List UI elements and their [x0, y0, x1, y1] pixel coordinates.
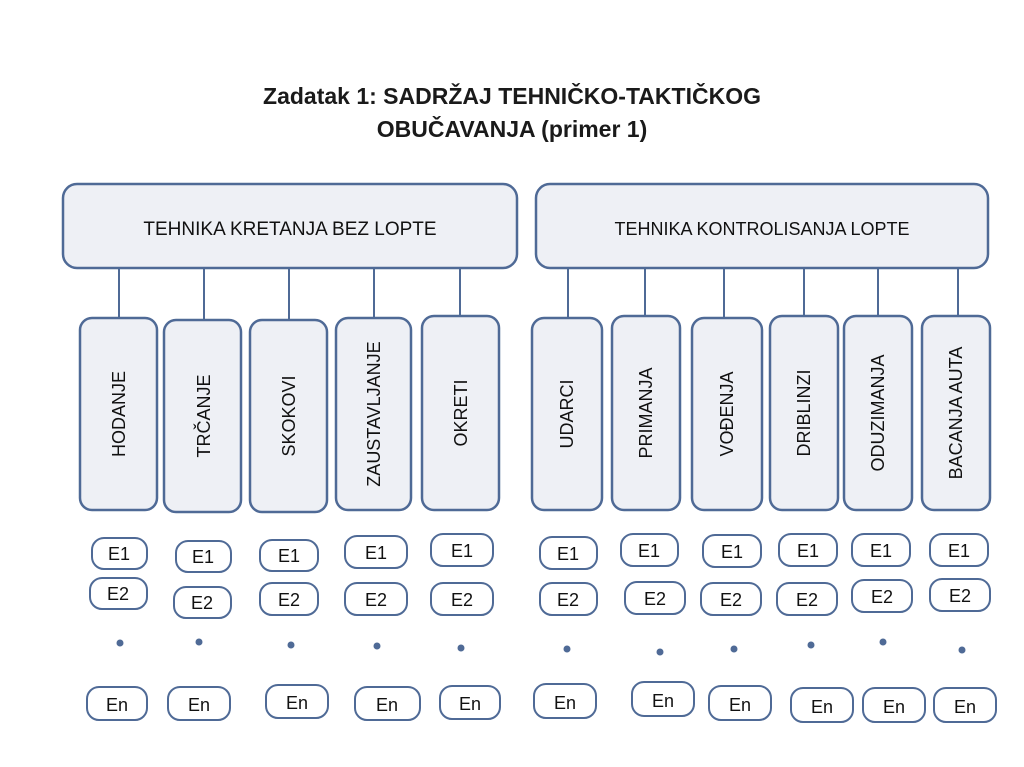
category-vodjenja	[692, 318, 762, 510]
e2-label: E2	[364, 590, 388, 610]
category-oduzimanja	[844, 316, 912, 510]
e1-label: E1	[556, 544, 580, 564]
title-line-2: OBUČAVANJA (primer 1)	[376, 116, 648, 142]
e2-label: E2	[795, 590, 819, 610]
header-right-label: TEHNIKA KONTROLISANJA LOPTE	[614, 219, 910, 239]
en-row	[87, 682, 996, 722]
e2-label: E2	[948, 586, 972, 606]
e2-row	[90, 578, 990, 618]
header-right	[536, 184, 988, 268]
title-line-1: Zadatak 1: SADRŽAJ TEHNIČKO-TAKTIČKOG	[263, 83, 761, 109]
category-label: ODUZIMANJA	[868, 354, 888, 472]
category-label: OKRETI	[451, 379, 471, 447]
en-label: En	[553, 693, 577, 713]
category-primanja	[612, 316, 680, 510]
ellipsis-dots	[117, 639, 966, 656]
category-label: BACANJA AUTA	[946, 346, 966, 480]
en-label: En	[651, 691, 675, 711]
e1-row	[92, 534, 988, 572]
category-label: UDARCI	[557, 379, 577, 449]
category-label: SKOKOVI	[279, 375, 299, 457]
en-label: En	[810, 697, 834, 717]
category-label: ZAUSTAVLJANJE	[364, 341, 384, 487]
header-left-label: TEHNIKA KRETANJA BEZ LOPTE	[143, 219, 437, 240]
en-label: En	[728, 695, 752, 715]
category-udarci	[532, 318, 602, 510]
en-label: En	[187, 695, 211, 715]
category-driblinzi	[770, 316, 838, 510]
en-label: En	[882, 697, 906, 717]
e1-label: E1	[637, 541, 661, 561]
e1-label: E1	[869, 541, 893, 561]
e1-label: E1	[720, 542, 744, 562]
e2-label: E2	[719, 590, 743, 610]
e1-label: E1	[277, 546, 301, 566]
category-label: PRIMANJA	[636, 367, 656, 459]
e1-label: E1	[107, 544, 131, 564]
category-zaustavljanje	[336, 318, 411, 510]
header-left	[63, 184, 517, 268]
e2-label: E2	[556, 590, 580, 610]
e2-label: E2	[870, 587, 894, 607]
category-skokovi	[250, 320, 327, 512]
e2-label: E2	[643, 589, 667, 609]
category-trcanje	[164, 320, 241, 512]
category-okreti	[422, 316, 499, 510]
category-label: HODANJE	[109, 370, 129, 458]
e1-label: E1	[191, 547, 215, 567]
e1-label: E1	[947, 541, 971, 561]
e2-label: E2	[450, 590, 474, 610]
e2-label: E2	[277, 590, 301, 610]
e1-label: E1	[796, 541, 820, 561]
e1-label: E1	[364, 543, 388, 563]
e1-label: E1	[450, 541, 474, 561]
en-label: En	[105, 695, 129, 715]
en-label: En	[953, 697, 977, 717]
en-label: En	[285, 693, 309, 713]
category-bacanja-auta	[922, 316, 990, 510]
connectors	[119, 268, 958, 320]
category-hodanje	[80, 318, 157, 510]
e2-label: E2	[106, 584, 130, 604]
en-label: En	[458, 694, 482, 714]
en-label: En	[375, 695, 399, 715]
category-label: TRČANJE	[194, 374, 214, 458]
category-label: VOĐENJA	[717, 371, 737, 457]
e2-label: E2	[190, 593, 214, 613]
category-label: DRIBLINZI	[794, 369, 814, 457]
